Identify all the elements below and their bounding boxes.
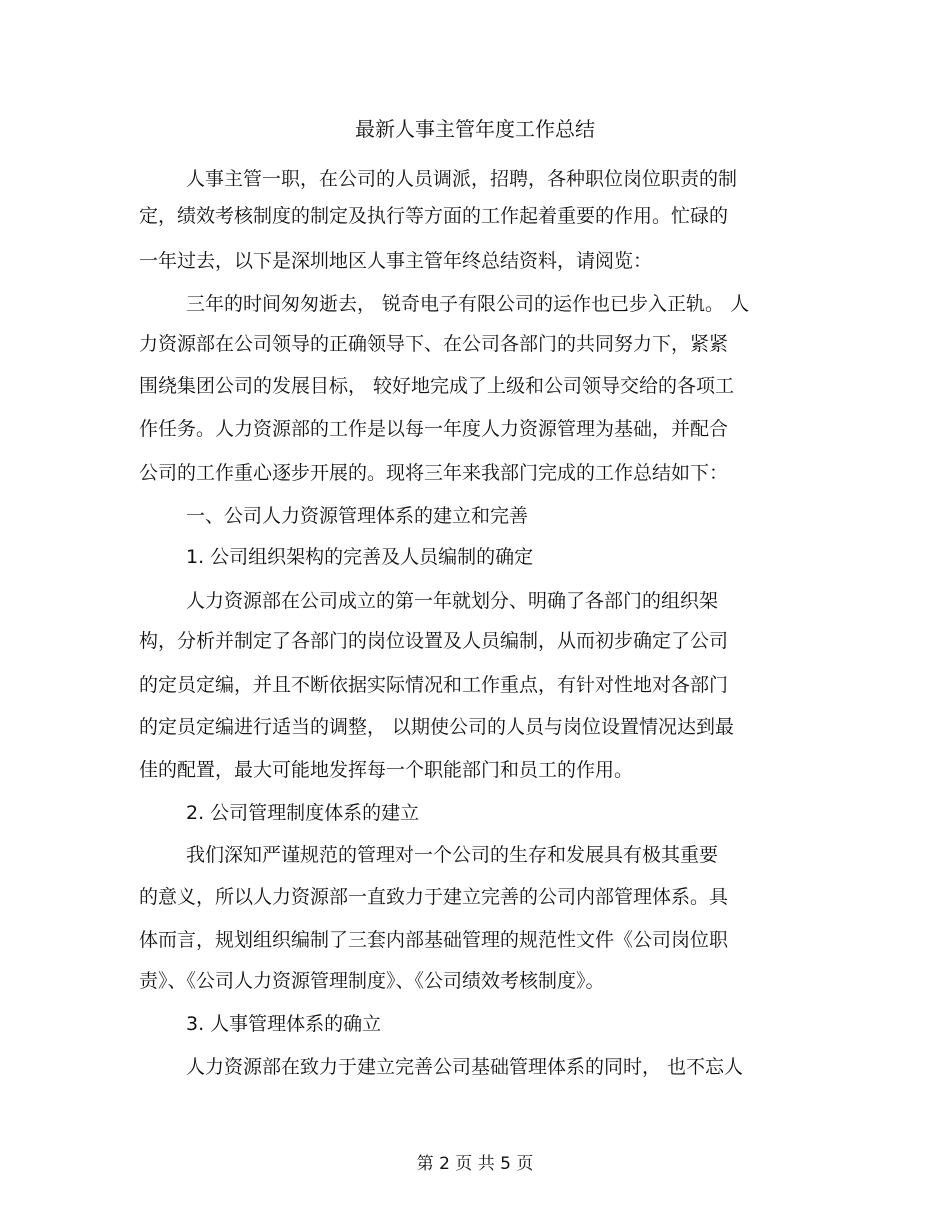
body-line: 三年的时间匆匆逝去， 锐奇电子有限公司的运作也已步入正轨。 人	[186, 293, 750, 315]
body-line: 人力资源部在致力于建立完善公司基础管理体系的同时， 也不忘人	[186, 1056, 744, 1078]
body-line: 的定员定编进行适当的调整， 以期使公司的人员与岗位设置情况达到最	[139, 716, 735, 738]
subsection-heading: 2. 公司管理制度体系的建立	[186, 802, 420, 824]
section-heading: 一、公司人力资源管理体系的建立和完善	[186, 505, 529, 527]
body-line: 人力资源部在公司成立的第一年就划分、明确了各部门的组织架	[186, 590, 719, 612]
body-line: 佳的配置，最大可能地发挥每一个职能部门和员工的作用。	[139, 759, 634, 781]
body-line: 定，绩效考核制度的制定及执行等方面的工作起着重要的作用。忙碌的	[139, 205, 729, 227]
body-line: 人事主管一职，在公司的人员调派，招聘，各种职位岗位职责的制	[186, 168, 738, 190]
body-line: 力资源部在公司领导的正确领导下、在公司各部门的共同努力下，紧紧	[139, 333, 729, 355]
document-title: 最新人事主管年度工作总结	[355, 117, 595, 141]
body-line: 围绕集团公司的发展目标， 较好地完成了上级和公司领导交给的各项工	[139, 375, 735, 397]
subsection-heading: 3. 人事管理体系的确立	[186, 1013, 382, 1035]
body-line: 我们深知严谨规范的管理对一个公司的生存和发展具有极其重要	[186, 844, 719, 866]
body-line: 一年过去，以下是深圳地区人事主管年终总结资料，请阅览：	[139, 250, 653, 272]
body-line: 的定员定编，并且不断依据实际情况和工作重点，有针对性地对各部门	[139, 674, 729, 696]
page-footer: 第 2 页 共 5 页	[416, 1154, 534, 1174]
body-line: 的意义，所以人力资源部一直致力于建立完善的公司内部管理体系。具	[139, 886, 729, 908]
body-line: 公司的工作重心逐步开展的。现将三年来我部门完成的工作总结如下：	[139, 462, 729, 484]
subsection-heading: 1. 公司组织架构的完善及人员编制的确定	[186, 546, 534, 568]
body-line: 作任务。人力资源部的工作是以每一年度人力资源管理为基础，并配合	[139, 418, 729, 440]
body-line: 体而言，规划组织编制了三套内部基础管理的规范性文件《公司岗位职	[139, 929, 729, 951]
body-line: 责》、《公司人力资源管理制度》、《公司绩效考核制度》。	[139, 970, 605, 992]
body-line: 构，分析并制定了各部门的岗位设置及人员编制，从而初步确定了公司	[139, 630, 729, 652]
